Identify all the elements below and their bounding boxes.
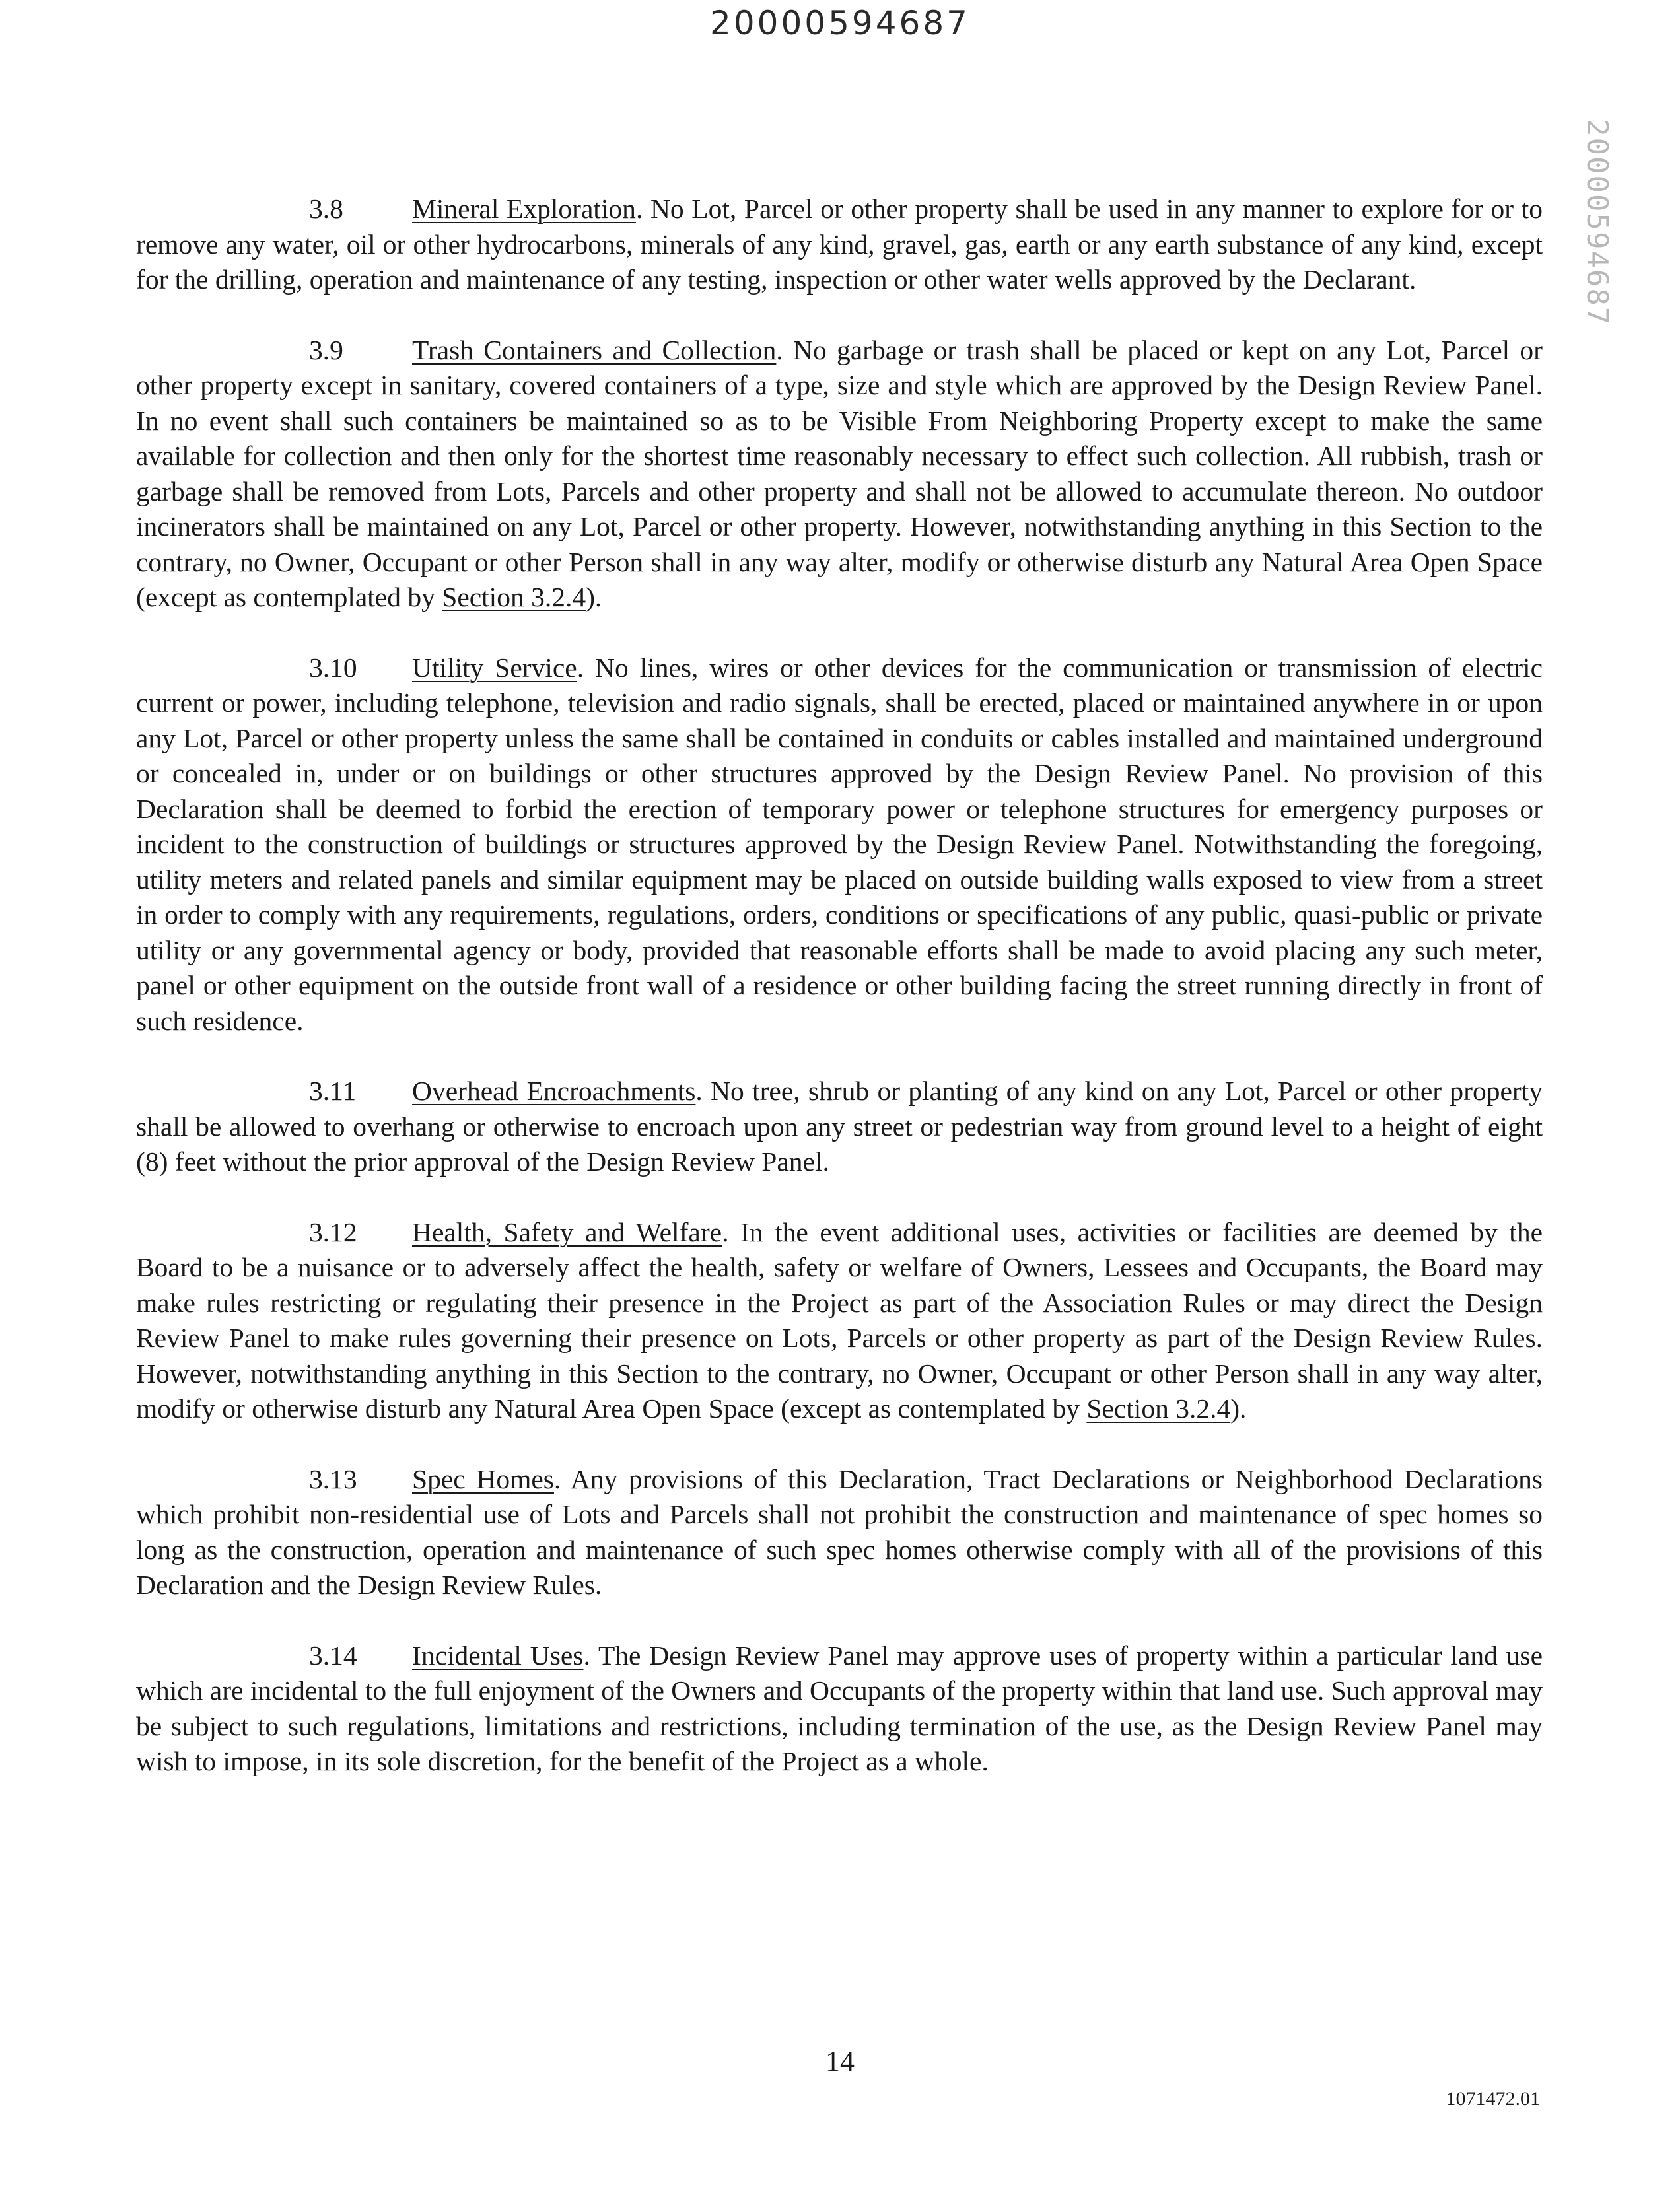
section-title: Overhead Encroachments xyxy=(412,1076,696,1106)
section-number: 3.8 xyxy=(309,193,343,224)
section-number: 3.10 xyxy=(309,652,357,683)
section-text: . No tree, shrub or planting of any kind on any Lot, Parcel or other property shall be allowed to overhang or otherwise to encroach upon any street or pedestrian way from ground level to a height of eight (8) feet without the prior approval of the Design Review Panel. xyxy=(136,1076,1543,1177)
side-stamp xyxy=(1580,119,1619,337)
section-number: 3.9 xyxy=(309,334,343,365)
section-3-9 xyxy=(136,333,1543,615)
section-text-end: ). xyxy=(586,582,602,612)
section-number: 3.11 xyxy=(309,1076,357,1106)
section-text: . Any provisions of this Declaration, Tract Declarations or Neighborhood Declarations which prohibit non-residential use of Lots and Parcels shall not prohibit the construction and maintenance of spec homes so long as the construction, operation and maintenance of such spec homes otherwise comply with all of the provisions of this Declaration and the Design Review Rules. xyxy=(136,1463,1543,1600)
section-number: 3.14 xyxy=(309,1640,357,1671)
section-3-13 xyxy=(136,1462,1543,1603)
section-reference: Section 3.2.4 xyxy=(1086,1393,1231,1424)
section-title: Utility Service xyxy=(412,652,577,683)
file-id: 1071472.01 xyxy=(1446,2088,1540,2110)
page-number: 14 xyxy=(825,2045,855,2077)
section-3-14 xyxy=(136,1638,1543,1780)
section-title: Incidental Uses xyxy=(412,1640,584,1671)
section-title: Trash Containers and Collection xyxy=(412,334,777,365)
section-text: . In the event additional uses, activities or facilities are deemed by the Board to be a nuisance or to adversely affect the health, safety or welfare of Owners, Lessees and Occupants, the Board may make rules restricting or regulating their presence in the Project as part of the Association Rules or may direct the Design Review Panel to make rules governing their presence on Lots, Parcels or other property as part of the Design Review Rules. However, notwithstanding anything in this Section to the contrary, no Owner, Occupant or other Person shall in any way alter, modify or otherwise disturb any Natural Area Open Space (except as contemplated by xyxy=(136,1216,1543,1424)
section-title: Mineral Exploration xyxy=(412,193,636,224)
section-reference: Section 3.2.4 xyxy=(442,582,586,612)
section-number: 3.13 xyxy=(309,1463,357,1494)
section-3-10 xyxy=(136,650,1543,1039)
section-number: 3.12 xyxy=(309,1216,357,1247)
section-title: Health, Safety and Welfare xyxy=(412,1216,722,1247)
section-text: . No lines, wires or other devices for the communication or transmission of electric current or power, including telephone, television and radio signals, shall be erected, placed or maintained anywhere in or upon any Lot, Parcel or other property unless the same shall be contained in conduits or cables installed and maintained underground or concealed in, under or on buildings or other structures approved by the Design Review Panel. No provision of this Declaration shall be deemed to forbid the erection of temporary power or telephone structures for emergency purposes or incident to the construction of buildings or structures approved by the Design Review Panel. Notwithstanding the foregoing, utility meters and related panels and similar equipment may be placed on outside building walls exposed to view from a street in order to comply with any requirements, regulations, orders, conditions or specifications of any public, quasi-public or private utility or any governmental agency or body, provided that reasonable efforts shall be made to avoid placing any such meter, panel or other equipment on the outside front wall of a residence or other building facing the street running directly in front of such residence. xyxy=(136,652,1543,1036)
section-text: . No garbage or trash shall be placed or kept on any Lot, Parcel or other property except in sanitary, covered containers of a type, size and style which are approved by the Design Review Panel. In no event shall such containers be maintained so as to be Visible From Neighboring Property except to make the same available for collection and then only for the shortest time reasonably necessary to effect such collection. All rubbish, trash or garbage shall be removed from Lots, Parcels and other property and shall not be allowed to accumulate thereon. No outdoor incinerators shall be maintained on any Lot, Parcel or other property. However, notwithstanding anything in this Section to the contrary, no Owner, Occupant or other Person shall in any way alter, modify or otherwise disturb any Natural Area Open Space (except as contemplated by xyxy=(136,334,1543,612)
section-3-8 xyxy=(136,191,1543,298)
side-stamp-text: 20000594687 xyxy=(1580,119,1614,326)
section-3-11 xyxy=(136,1074,1543,1180)
document-number: 20000594687 xyxy=(710,4,970,42)
section-text: . No Lot, Parcel or other property shall be used in any manner to explore for or to remove any water, oil or other hydrocarbons, minerals of any kind, gravel, gas, earth or any earth substance of any kind, except for the drilling, operation and maintenance of any testing, inspection or other water wells approved by the Declarant. xyxy=(136,193,1543,295)
section-3-12 xyxy=(136,1215,1543,1427)
section-title: Spec Homes xyxy=(412,1463,554,1494)
section-text: . The Design Review Panel may approve uses of property within a particular land use which are incidental to the full enjoyment of the Owners and Occupants of the property within that land use. Such approval may be subject to such regulations, limitations and restrictions, including termination of the use, as the Design Review Panel may wish to impose, in its sole discretion, for the benefit of the Project as a whole. xyxy=(136,1640,1543,1776)
section-text-end: ). xyxy=(1230,1393,1247,1424)
document-body xyxy=(136,191,1543,1815)
